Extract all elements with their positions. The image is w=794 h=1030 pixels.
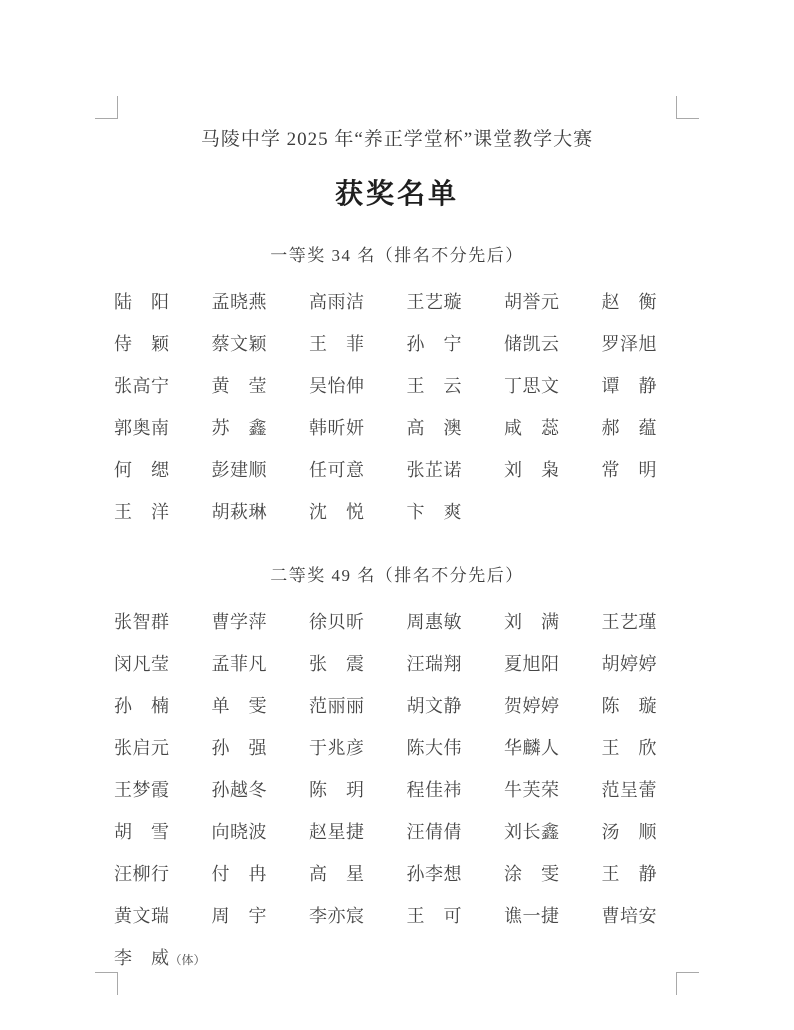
awardee-name: 常 明 [601,460,657,480]
awardee-name: 陈 璇 [601,696,657,716]
awardee-name: 刘长鑫 [504,822,560,842]
awardee-name: 汪瑞翔 [406,654,462,674]
awardee-name: 彭建顺 [211,460,267,480]
awardee-name: 陈 玥 [309,780,365,800]
crop-mark-top-right [676,96,699,119]
document-heading: 获奖名单 [334,179,459,210]
awardee-name: 汪柳行 [114,864,170,884]
awardee-name: 罗泽旭 [601,334,657,354]
section-header: 一等奖 34 名（排名不分先后） [270,246,524,265]
crop-mark-bottom-left [95,972,118,995]
awardee-name: 张启元 [114,738,170,758]
awardee-name: 夏旭阳 [504,654,560,674]
awardee-name: 孙 楠 [114,696,170,716]
awardee-name: 卞 爽 [406,502,462,522]
name-row [114,684,700,726]
award-sections [0,241,794,978]
awardee-name: 曹学萍 [211,612,267,632]
awardee-name: 李 威（体） [114,948,206,968]
awardee-name: 孟菲凡 [211,654,267,674]
awardee-name: 王 静 [601,864,657,884]
awardee-name: 王艺瑾 [601,612,657,632]
awardee-name: 吴怡伸 [309,376,365,396]
awardee-name: 于兆彦 [309,738,365,758]
awardee-name: 苏 鑫 [211,418,267,438]
awardee-name: 王 可 [406,906,462,926]
awardee-name: 王 欣 [601,738,657,758]
awardee-name: 孙越冬 [211,780,267,800]
awardee-name: 胡文静 [406,696,462,716]
name-row [114,364,700,406]
awardee-name: 陆 阳 [114,292,170,312]
awardee-name: 谯一捷 [504,906,560,926]
name-row [114,936,700,978]
awardee-name: 孟晓燕 [211,292,267,312]
name-row [114,600,700,642]
awardee-name: 李亦宸 [309,906,365,926]
crop-mark-top-left [95,96,118,119]
name-row [114,726,700,768]
awardee-name: 何 缌 [114,460,170,480]
awardee-name: 韩昕妍 [309,418,365,438]
awardee-name: 郭奥南 [114,418,170,438]
name-row [114,448,700,490]
awardee-name: 黄 莹 [211,376,267,396]
awardee-name: 胡 雪 [114,822,170,842]
awardee-name: 王 菲 [309,334,365,354]
awardee-name: 孙 宁 [406,334,462,354]
name-row [114,490,700,532]
awardee-name: 陈大伟 [406,738,462,758]
awardee-name: 周惠敏 [406,612,462,632]
awardee-name: 徐贝昕 [309,612,365,632]
awardee-name: 孙 强 [211,738,267,758]
awardee-name: 蔡文颖 [211,334,267,354]
name-row [114,852,700,894]
section-body [114,600,700,978]
awardee-name: 华麟人 [504,738,560,758]
awardee-name: 曹培安 [601,906,657,926]
awardee-name: 高 星 [309,864,365,884]
awardee-name: 程佳祎 [406,780,462,800]
section-header: 二等奖 49 名（排名不分先后） [270,566,524,585]
awardee-name: 张智群 [114,612,170,632]
awardee-name: 胡婷婷 [601,654,657,674]
name-row [114,642,700,684]
awardee-name: 谭 静 [601,376,657,396]
awardee-name: 周 宇 [211,906,267,926]
name-row [114,894,700,936]
awardee-name: 单 雯 [211,696,267,716]
awardee-name: 赵 衡 [601,292,657,312]
awardee-name: 贺婷婷 [504,696,560,716]
awardee-name: 王艺璇 [406,292,462,312]
awardee-name: 沈 悦 [309,502,365,522]
awardee-name: 王 云 [406,376,462,396]
awardee-name: 胡萩琳 [211,502,267,522]
awardee-name: 高雨洁 [309,292,365,312]
awardee-name: 侍 颖 [114,334,170,354]
awardee-name: 张芷诺 [406,460,462,480]
awardee-name: 任可意 [309,460,365,480]
crop-mark-bottom-right [676,972,699,995]
name-row [114,322,700,364]
awardee-name: 牛芙荣 [504,780,560,800]
awardee-name: 刘 满 [504,612,560,632]
awardee-name: 刘 枭 [504,460,560,480]
awardee-name: 储凯云 [504,334,560,354]
section-body [114,280,700,532]
awardee-name: 涂 雯 [504,864,560,884]
awardee-name: 向晓波 [211,822,267,842]
document-title: 马陵中学 2025 年“养正学堂杯”课堂教学大赛 [200,129,594,150]
name-row [114,406,700,448]
awardee-name: 丁思文 [504,376,560,396]
awardee-name: 范丽丽 [309,696,365,716]
awardee-name: 黄文瑞 [114,906,170,926]
awardee-name: 张 震 [309,654,365,674]
awardee-name: 王 洋 [114,502,170,522]
name-row [114,810,700,852]
name-row [114,768,700,810]
awardee-name: 王梦霞 [114,780,170,800]
awardee-name: 孙李想 [406,864,462,884]
awardee-name: 付 冉 [211,864,267,884]
awardee-name-note: （体） [169,953,206,967]
name-row [114,280,700,322]
awardee-name: 闵凡莹 [114,654,170,674]
awardee-name: 高 澳 [406,418,462,438]
awardee-name: 胡誉元 [504,292,560,312]
awardee-name: 范呈蕾 [601,780,657,800]
awardee-name: 咸 蕊 [504,418,560,438]
awardee-name: 郝 蕴 [601,418,657,438]
awardee-name: 汪倩倩 [406,822,462,842]
awardee-name: 赵星捷 [309,822,365,842]
awardee-name: 汤 顺 [601,822,657,842]
awardee-name: 张高宁 [114,376,170,396]
